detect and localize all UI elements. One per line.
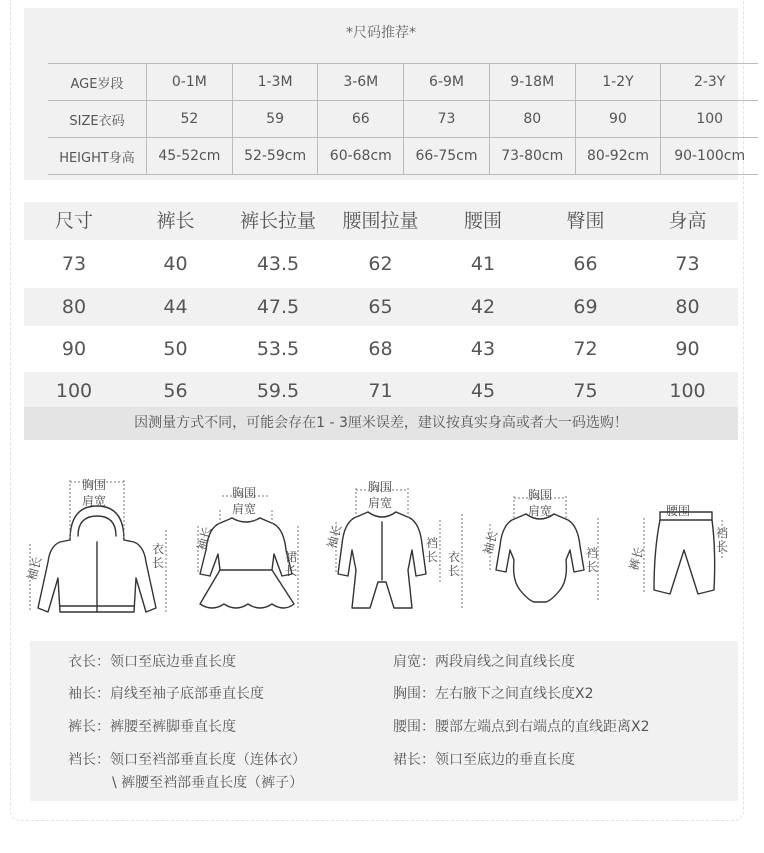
jacket-illustration [38, 506, 156, 612]
size-recommend-panel [24, 8, 746, 180]
jacket-chest-label: 胸围 [82, 478, 107, 492]
bodysuit-crotch-label: 裆长 [586, 546, 599, 574]
measurement-notice: 因测量方式不同，可能会存在1 - 3厘米误差，建议按真实身高或者大一码选购！ [24, 407, 738, 440]
table-cell: 72 [573, 338, 598, 360]
table-cell: 75 [573, 380, 598, 402]
dress-sleeve-label: 袖长 [194, 525, 215, 553]
table-cell: 73 [675, 253, 700, 275]
table-cell: 50 [163, 338, 188, 360]
romper-chest-label: 胸围 [368, 480, 393, 494]
jacket-sleeve-label: 袖长 [24, 555, 45, 583]
table-cell: 68 [368, 338, 393, 360]
table-cell: 2-3Y [661, 64, 758, 101]
jacket-length-label: 衣长 [152, 542, 165, 570]
table-row [24, 330, 738, 368]
pants-waist-label: 腰围 [666, 504, 691, 518]
height-row [48, 138, 758, 175]
bodysuit-shoulder-label: 肩宽 [528, 504, 553, 518]
definition-item: 肩宽：两段肩线之间直线长度 [393, 654, 575, 670]
table-cell: 47.5 [256, 296, 300, 318]
size-recommend-title: *尺码推荐* [346, 25, 416, 41]
table-cell: 52-59cm [232, 138, 318, 175]
table-cell: 80-92cm [575, 138, 661, 175]
table-cell: 66 [318, 101, 404, 138]
table-cell: 100 [661, 101, 758, 138]
table-cell: 66-75cm [404, 138, 490, 175]
romper-length-label: 衣长 [448, 550, 461, 578]
size-recommend-table [48, 63, 758, 175]
column-header: 臀围 [566, 210, 605, 232]
table-cell: 100 [55, 380, 93, 402]
measurement-table [24, 202, 738, 440]
romper-illustration [338, 512, 426, 608]
table-cell: 65 [368, 296, 393, 318]
measurement-definitions [30, 641, 738, 801]
definition-item: 衣长：领口至底边垂直长度 [68, 654, 236, 670]
table-cell: 66 [573, 253, 598, 275]
table-cell: 90 [675, 338, 700, 360]
table-cell: 73 [61, 253, 87, 275]
table-cell: 90-100cm [661, 138, 758, 175]
table-cell: 43 [470, 338, 496, 360]
column-header: 腰围 [463, 210, 502, 232]
size-row [48, 101, 758, 138]
table-cell: 69 [573, 296, 598, 318]
table-row [24, 372, 738, 410]
table-cell: 73-80cm [489, 138, 575, 175]
table-cell: 100 [669, 380, 706, 402]
table-row [24, 245, 738, 283]
table-cell: 6-9M [404, 64, 490, 101]
table-cell: 40 [163, 253, 188, 275]
table-cell: 1-3M [232, 64, 318, 101]
definition-item: 胸围：左右腋下之间直线长度X2 [393, 686, 594, 702]
dress-skirt-label: 裙长 [285, 550, 298, 578]
table-cell: 80 [61, 296, 87, 318]
dress-chest-label: 胸围 [232, 486, 257, 500]
bodysuit-sleeve-label: 袖长 [480, 529, 501, 557]
dress-shoulder-label: 肩宽 [232, 502, 257, 516]
measurement-diagrams [0, 470, 764, 630]
bodysuit-illustration [496, 514, 584, 602]
definition-item: 袖长：肩线至袖子底部垂直长度 [68, 686, 264, 702]
definition-item: 裆长：领口至裆部垂直长度（连体衣） [68, 752, 306, 768]
column-header: 裤长 [156, 210, 195, 232]
table-cell: 9-18M [489, 64, 575, 101]
definition-item: 裙长：领口至底边的垂直长度 [393, 752, 575, 768]
table-cell: 80 [675, 296, 700, 318]
romper-sleeve-label: 袖长 [324, 523, 345, 551]
table-cell: 62 [368, 253, 393, 275]
table-cell: 71 [368, 380, 393, 402]
column-header: 裤长拉量 [239, 210, 316, 232]
pants-illustration [654, 512, 715, 594]
age-row [48, 64, 758, 101]
pants-length-label: 裤长 [626, 545, 647, 573]
table-cell: 59.5 [256, 380, 300, 402]
table-cell: 41 [470, 253, 496, 275]
column-header: 身高 [668, 210, 707, 232]
jacket-shoulder-label: 肩宽 [82, 494, 107, 508]
pants-crotch-label: 裆长 [716, 526, 729, 554]
table-cell: 0-1M [147, 64, 233, 101]
table-cell: 45-52cm [147, 138, 233, 175]
definition-item: 腰围：腰部左端点到右端点的直线距离X2 [393, 719, 650, 735]
table-cell: 90 [575, 101, 661, 138]
table-cell: 73 [404, 101, 490, 138]
table-cell: 52 [147, 101, 233, 138]
table-cell: 1-2Y [575, 64, 661, 101]
table-header-row [24, 202, 738, 240]
row-label: HEIGHT身高 [48, 138, 147, 175]
column-header: 腰围拉量 [342, 210, 419, 232]
definition-item: 裤长：裤腰至裤脚垂直长度 [68, 719, 236, 735]
table-cell: 90 [61, 338, 87, 360]
table-cell: 80 [489, 101, 575, 138]
table-row [24, 288, 738, 326]
row-label: AGE岁段 [48, 64, 147, 101]
table-cell: 3-6M [318, 64, 404, 101]
bodysuit-chest-label: 胸围 [528, 488, 553, 502]
table-cell: 56 [163, 380, 188, 402]
table-cell: 43.5 [256, 253, 300, 275]
row-label: SIZE衣码 [48, 101, 147, 138]
romper-shoulder-label: 肩宽 [368, 496, 393, 510]
table-cell: 53.5 [256, 338, 300, 360]
table-cell: 60-68cm [318, 138, 404, 175]
table-cell: 44 [163, 296, 188, 318]
table-cell: 59 [232, 101, 318, 138]
column-header: 尺寸 [54, 210, 93, 232]
table-cell: 45 [470, 380, 496, 402]
table-cell: 42 [470, 296, 496, 318]
romper-crotch-label: 裆长 [426, 536, 439, 564]
definition-item: \ 裤腰至裆部垂直长度（裤子） [112, 775, 304, 791]
